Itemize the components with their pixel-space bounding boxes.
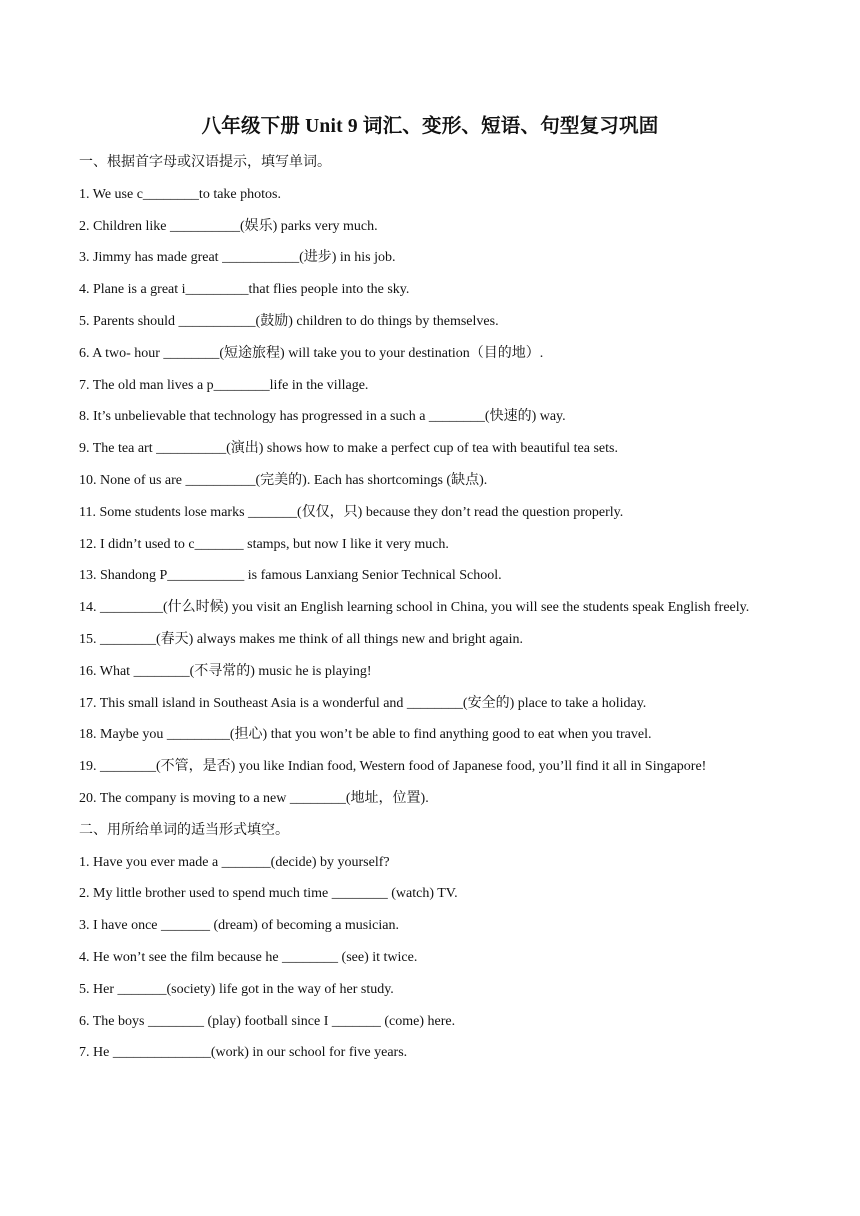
exercise-item: 19. ________(不管，是否) you like Indian food, Western food of Japanese food, you’ll find it all in Singapore! — [79, 759, 707, 775]
exercise-item: 13. Shandong P___________ is famous Lanxiang Senior Technical School. — [79, 568, 502, 584]
exercise-item: 4. Plane is a great i_________that flies people into the sky. — [79, 282, 410, 298]
exercise-item: 2. My little brother used to spend much time ________ (watch) TV. — [79, 886, 458, 902]
exercise-item: 20. The company is moving to a new ________(地址，位置). — [79, 790, 429, 806]
document-title: 八年级下册 Unit 9 词汇、变形、短语、句型复习巩固 — [201, 116, 659, 137]
exercise-item: 2. Children like __________(娱乐) parks very much. — [79, 218, 378, 234]
exercise-item: 5. Parents should ___________(鼓励) children to do things by themselves. — [79, 313, 499, 329]
exercise-item: 10. None of us are __________(完美的). Each has shortcomings (缺点). — [79, 472, 488, 488]
exercise-item: 3. Jimmy has made great ___________(进步) in his job. — [79, 250, 396, 266]
section-2-heading: 二、用所给单词的适当形式填空。 — [79, 822, 289, 838]
exercise-item: 5. Her _______(society) life got in the way of her study. — [79, 981, 394, 997]
exercise-item: 8. It’s unbelievable that technology has progressed in a such a ________(快速的) way. — [79, 409, 566, 425]
exercise-item: 12. I didn’t used to c_______ stamps, but now I like it very much. — [79, 536, 449, 552]
exercise-item: 7. He ______________(work) in our school for five years. — [79, 1045, 408, 1061]
exercise-item: 16. What ________(不寻常的) music he is playing! — [79, 663, 372, 679]
exercise-item: 11. Some students lose marks _______(仅仅，只) because they don’t read the question properly. — [79, 504, 624, 520]
exercise-item: 4. He won’t see the film because he ________ (see) it twice. — [79, 949, 418, 965]
exercise-item: 9. The tea art __________(演出) shows how to make a perfect cup of tea with beautiful tea sets. — [79, 441, 618, 457]
exercise-item: 3. I have once _______ (dream) of becoming a musician. — [79, 918, 399, 934]
exercise-item: 7. The old man lives a p________life in the village. — [79, 377, 369, 393]
exercise-item: 1. Have you ever made a _______(decide) by yourself? — [79, 854, 390, 870]
exercise-item: 17. This small island in Southeast Asia is a wonderful and ________(安全的) place to take a holiday. — [79, 695, 647, 711]
exercise-body — [79, 147, 785, 1069]
exercise-item: 6. The boys ________ (play) football since I _______ (come) here. — [79, 1013, 456, 1029]
exercise-item: 1. We use c________to take photos. — [79, 186, 281, 202]
exercise-item: 6. A two- hour ________(短途旅程) will take you to your destination（目的地）. — [79, 345, 544, 361]
exercise-item-wrapped: 14. _________(什么时候) you visit an English learning school in China, you will see the students speak English freely. — [79, 600, 750, 616]
section-1-heading: 一、根据首字母或汉语提示，填写单词。 — [79, 155, 331, 170]
exercise-item: 18. Maybe you _________(担心) that you won’t be able to find anything good to eat when you travel. — [79, 727, 652, 743]
exercise-item: 15. ________(春天) always makes me think of all things new and bright again. — [79, 631, 524, 647]
